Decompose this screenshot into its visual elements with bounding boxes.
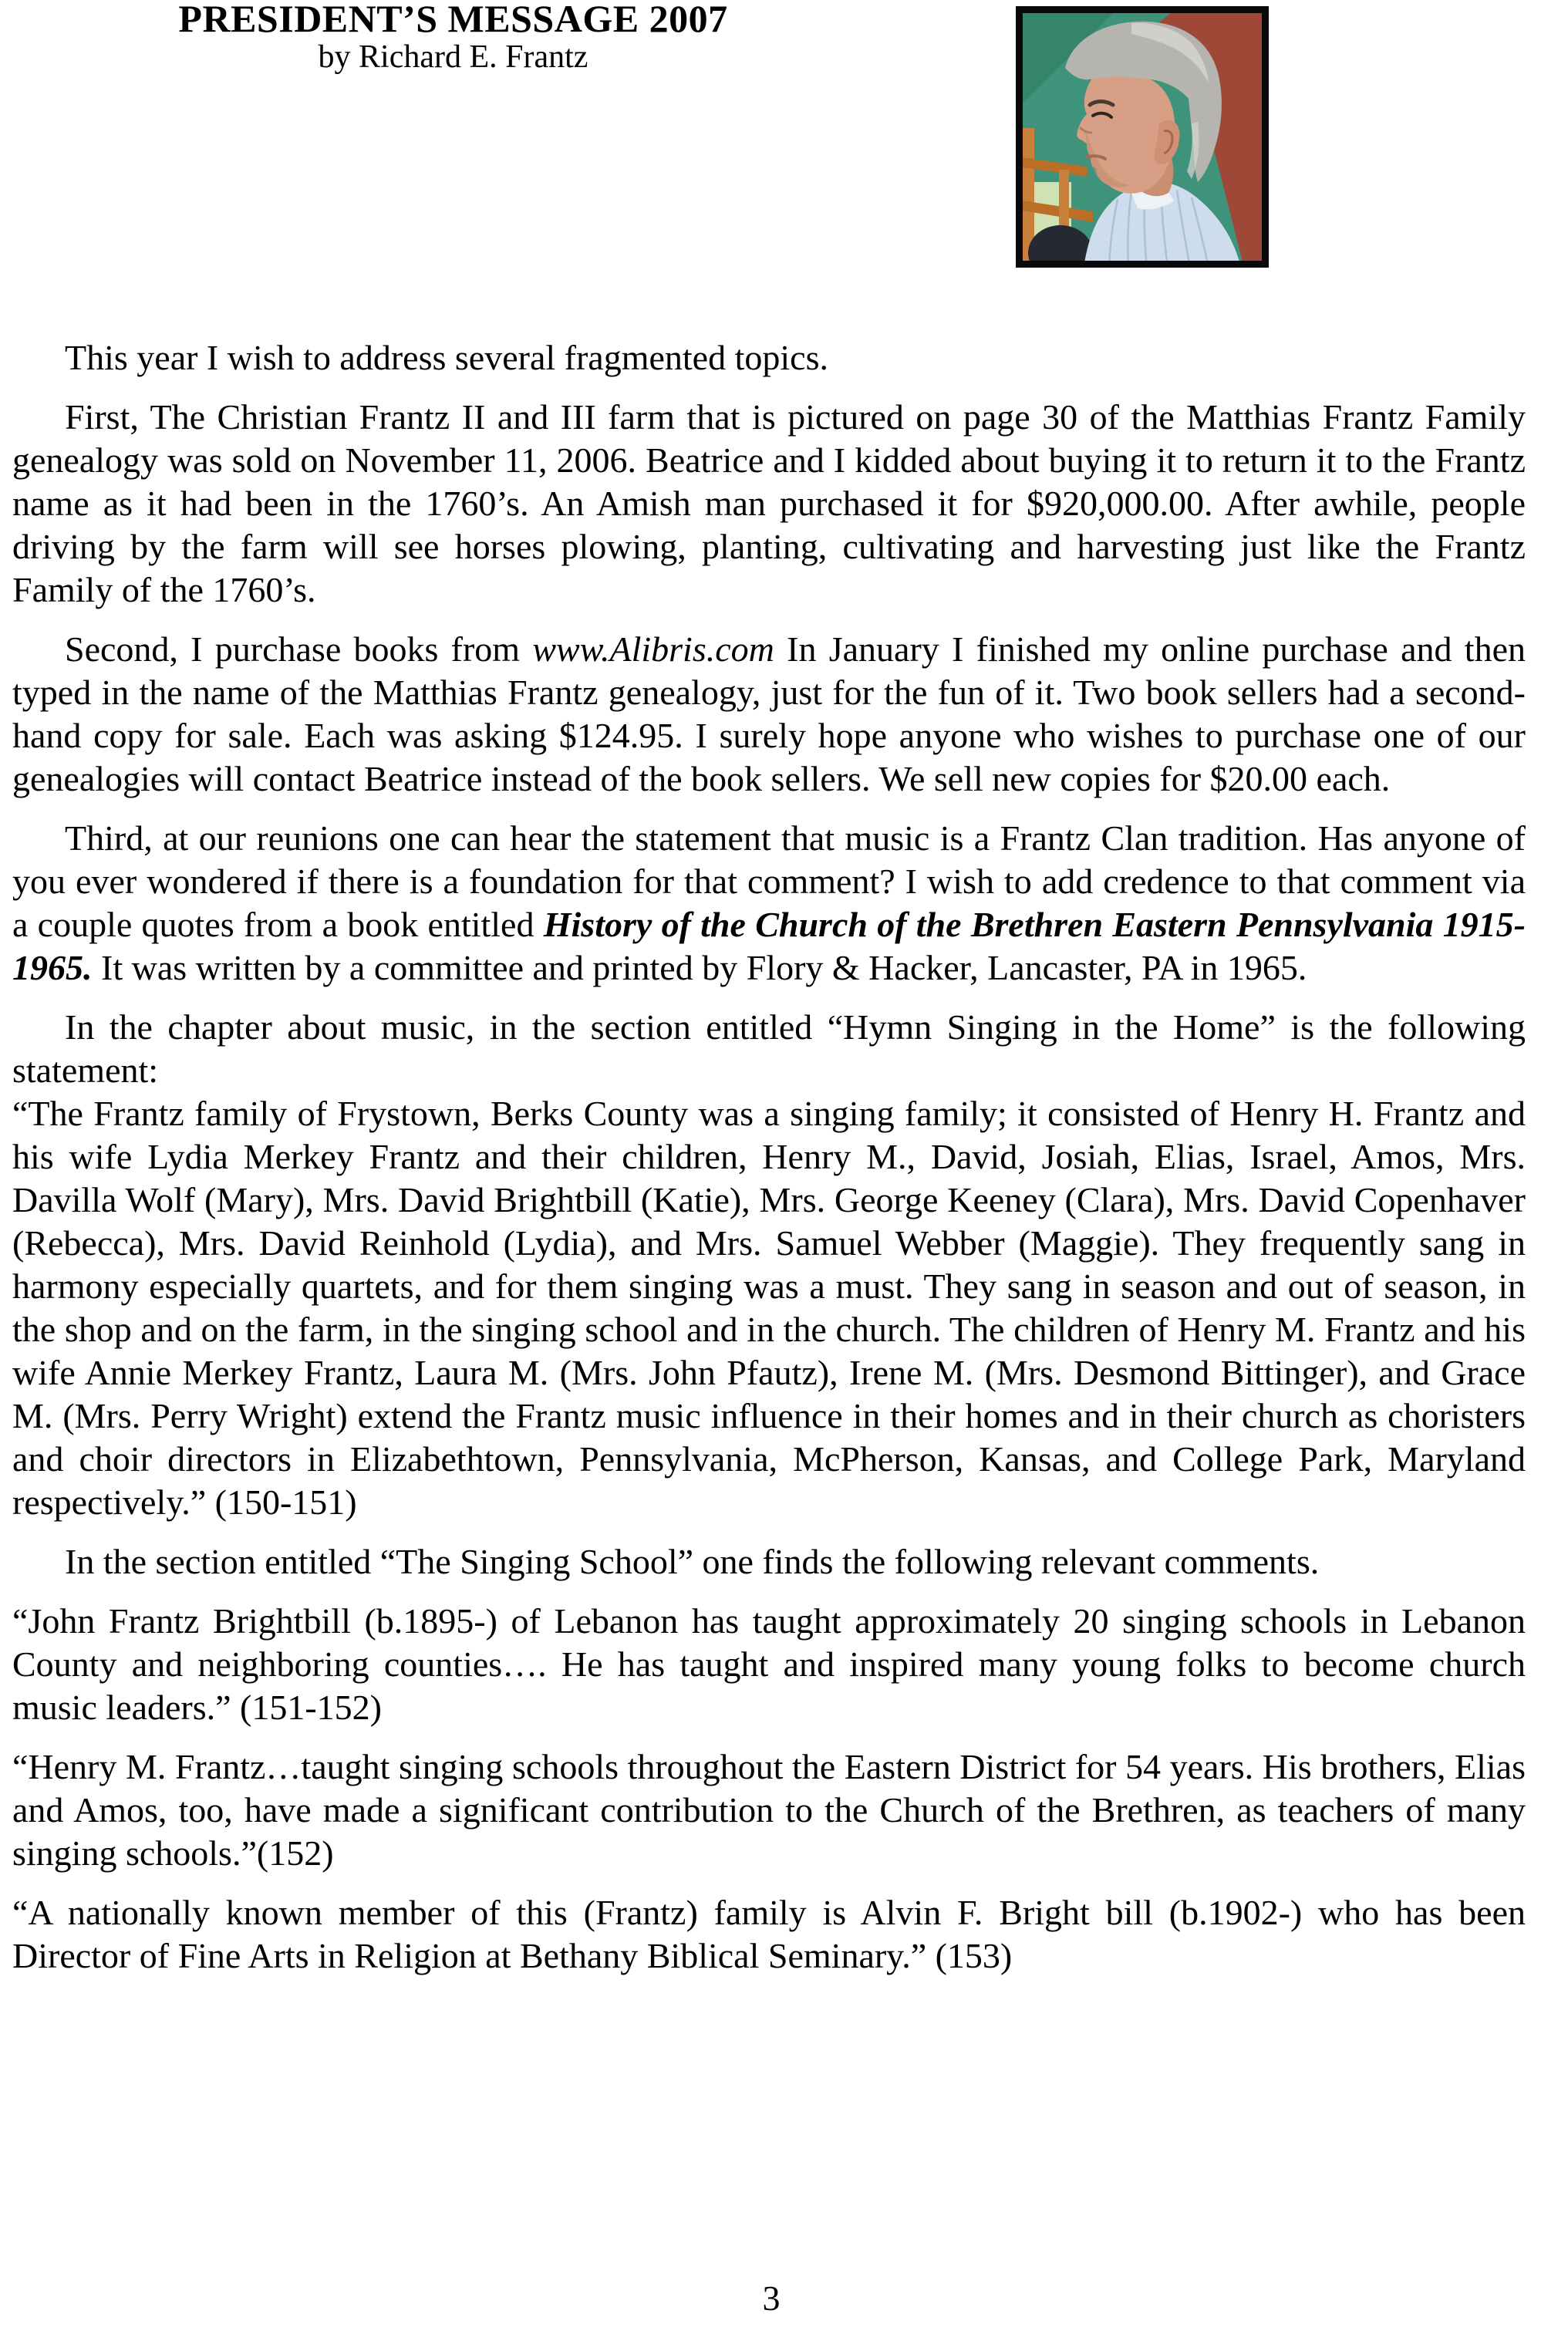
hymn-singing-intro-paragraph [12,1006,1526,1092]
john-brightbill-quote-paragraph [12,1600,1526,1729]
music-tradition-paragraph-text: History of the Church of the Brethren Eastern Pennsylvania 1915-1965. [12,905,1526,987]
page-header [0,0,906,77]
portrait-photo [1016,6,1269,268]
document-body [12,336,1526,1994]
music-tradition-paragraph-text: Third, at our reunions one can hear the statement that music is a Frantz Clan tradition. Has anyone of you ever wondered if there is a foundation for that comment? I wish to add credence to that comment via a couple quotes from a book entitled [12,818,1526,944]
hymn-singing-quote-paragraph [12,1092,1526,1524]
henry-frantz-quote-paragraph-text: “Henry M. Frantz…taught singing schools throughout the Eastern District for 54 years. His brothers, Elias and Amos, too, have made a significant contribution to the Church of the Brethren, as teachers of many singing schools.”(152) [12,1747,1526,1873]
page-title: PRESIDENT’S MESSAGE 2007 [178,0,728,40]
john-brightbill-quote-paragraph-text: “John Frantz Brightbill (b.1895-) of Lebanon has taught approximately 20 singing schools in Lebanon County and neighboring counties…. He has taught and inspired many young folks to become church music leaders.” (151-152) [12,1601,1526,1727]
book-purchase-paragraph-text: www.Alibris.com [532,629,774,669]
singing-school-intro-paragraph [12,1540,1526,1583]
hymn-singing-intro-paragraph-text: In the chapter about music, in the section entitled “Hymn Singing in the Home” is the following statement: [12,1007,1526,1090]
singing-school-intro-paragraph-text: In the section entitled “The Singing School” one finds the following relevant comments. [65,1542,1320,1581]
intro-paragraph [12,336,1526,379]
music-tradition-paragraph [12,817,1526,990]
intro-paragraph-text: This year I wish to address several fragmented topics. [65,338,828,377]
book-purchase-paragraph-text: In January I finished my online purchase and then typed in the name of the Matthias Frantz genealogy, just for the fun of it. Two book sellers had a second-hand copy for sale. Each was asking $124.95. I surely hope anyone who wishes to purchase one of our genealogies will contact Beatrice instead of the book sellers. We sell new copies for $20.00 each. [12,629,1526,798]
farm-sale-paragraph [12,396,1526,612]
book-purchase-paragraph [12,628,1526,801]
portrait-photo-illustration [1016,6,1269,268]
hymn-singing-quote-paragraph-text: “The Frantz family of Frystown, Berks County was a singing family; it consisted of Henry H. Frantz and his wife Lydia Merkey Frantz and their children, Henry M., David, Josiah, Elias, Israel, Amos, Mrs. Davilla Wolf (Mary), Mrs. David Brightbill (Katie), Mrs. George Keeney (Clara), Mrs. David Copenhaver (Rebecca), Mrs. David Reinhold (Lydia), and Mrs. Samuel Webber (Maggie). They frequently sang in harmony especially quartets, and for them singing was a must. They sang in season and out of season, in the shop and on the farm, in the singing school and in the church. The children of Henry M. Frantz and his wife Annie Merkey Frantz, Laura M. (Mrs. John Pfautz), Irene M. (Mrs. Desmond Bittinger), and Grace M. (Mrs. Perry Wright) extend the Frantz music influence in their homes and in their church as choristers and choir directors in Elizabethtown, Pennsylvania, McPherson, Kansas, and College Park, Maryland respectively.” (150-151) [12,1094,1526,1522]
henry-frantz-quote-paragraph [12,1745,1526,1875]
byline: by Richard E. Frantz [318,39,588,75]
page-number: 3 [762,2278,781,2318]
alvin-brightbill-quote-paragraph [12,1891,1526,1978]
music-tradition-paragraph-text: It was written by a committee and printed by Flory & Hacker, Lancaster, PA in 1965. [92,948,1307,987]
farm-sale-paragraph-text: First, The Christian Frantz II and III farm that is pictured on page 30 of the Matthias Frantz Family genealogy was sold on November 11, 2006. Beatrice and I kidded about buying it to return it to the Frantz name as it had been in the 1760’s. An Amish man purchased it for $920,000.00. After awhile, people driving by the farm will see horses plowing, planting, cultivating and harvesting just like the Frantz Family of the 1760’s. [12,397,1526,609]
alvin-brightbill-quote-paragraph-text: “A nationally known member of this (Frantz) family is Alvin F. Bright bill (b.1902-) who has been Director of Fine Arts in Religion at Bethany Biblical Seminary.” (153) [12,1893,1526,1975]
book-purchase-paragraph-text: Second, I purchase books from [65,629,533,669]
